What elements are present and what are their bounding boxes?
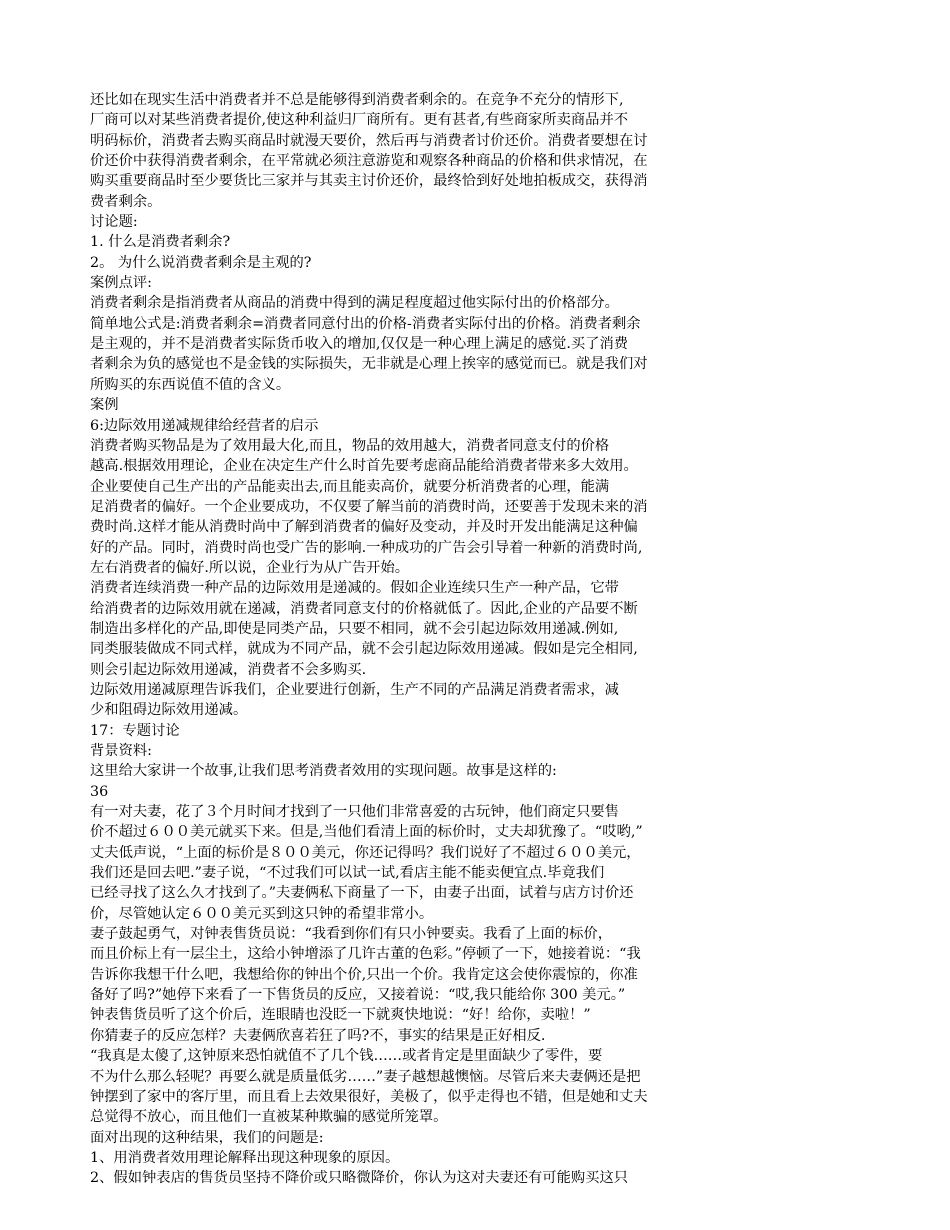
text-line: 是主观的，并不是消费者实际货币收入的增加,仅仅是一种心理上满足的感觉.买了消费 [90, 336, 629, 353]
section-heading: 17：专题讨论 [90, 722, 180, 739]
text-line: 则会引起边际效用递减，消费者不会多购买. [90, 661, 367, 678]
text-line: 企业要使自己生产出的产品能卖出去,而且能卖高价，就要分析消费者的心理，能满 [90, 478, 610, 495]
text-line: 不为什么那么轻呢？再要么就是质量低劣……”妻子越想越懊恼。尽管后来夫妻俩还是把 [90, 1068, 641, 1085]
text-line: 价不超过６００美元就买下来。但是,当他们看清上面的标价时，丈夫却犹豫了。“哎哟,” [90, 824, 643, 841]
text-line: 你猜妻子的反应怎样？夫妻俩欣喜若狂了吗?不，事实的结果是正好相反. [90, 1027, 546, 1044]
text-line: 妻子鼓起勇气，对钟表售货员说：“我看到你们有只小钟要卖。我看了上面的标价， [90, 926, 612, 943]
text-line: 购买重要商品时至少要货比三家并与其卖主讨价还价，最终恰到好处地拍板成交，获得消 [90, 173, 648, 190]
text-line: 明码标价，消费者去购买商品时就漫天要价，然后再与消费者讨价还价。消费者要想在讨 [90, 132, 648, 149]
section-heading: 6:边际效用递减规律给经营者的启示 [90, 417, 319, 434]
question-item: 2。 为什么说消费者剩余是主观的? [90, 254, 312, 271]
text-line: 费者剩余。 [90, 193, 162, 210]
text-line: 厂商可以对某些消费者提价,使这种利益归厂商所有。更有甚者,有些商家所卖商品并不 [90, 112, 629, 129]
question-item: 1、用消费者效用理论解释出现这种现象的原因。 [90, 1149, 400, 1166]
text-line: 告诉你我想干什么吧，我想给你的钟出个价,只出一个价。我肯定这会使你震惊的，你准 [90, 966, 638, 983]
text-line: 好的产品。同时，消费时尚也受广告的影响.一种成功的广告会引导着一种新的消费时尚, [90, 539, 643, 556]
question-item: 1. 什么是消费者剩余? [90, 234, 231, 251]
page-number: 36 [90, 783, 109, 800]
text-line: 消费者剩余是指消费者从商品的消费中得到的满足程度超过他实际付出的价格部分。 [90, 295, 619, 312]
text-line: 所购买的东西说值不值的含义。 [90, 376, 291, 393]
text-line: 钟摆到了家中的客厅里，而且看上去效果很好，美极了，似乎走得也不错，但是她和丈夫 [90, 1088, 648, 1105]
text-line: 消费者连续消费一种产品的边际效用是递减的。假如企业连续只生产一种产品，它带 [90, 580, 619, 597]
document-page [90, 90, 860, 1189]
text-line: 有一对夫妻，花了３个月时间才找到了一只他们非常喜爱的古玩钟，他们商定只要售 [90, 804, 619, 821]
text-line: 备好了吗?”她停下来看了一下售货员的反应，又接着说：“哎,我只能给你 300 美元。” [90, 987, 626, 1004]
text-line: 总觉得不放心，而且他们一直被某种欺骗的感觉所笼罩。 [90, 1109, 448, 1126]
text-line: 价还价中获得消费者剩余，在平常就必须注意游览和观察各种商品的价格和供求情况，在 [90, 153, 648, 170]
section-heading: 讨论题: [90, 214, 138, 231]
text-line: 而且价标上有一层尘土，这给小钟增添了几许古董的色彩。”停顿了一下，她接着说：“我 [90, 946, 641, 963]
text-line: 简单地公式是:消费者剩余=消费者同意付出的价格-消费者实际付出的价格。消费者剩余 [90, 315, 641, 332]
text-line: 费时尚.这样才能从消费时尚中了解到消费者的偏好及变动，并及时开发出能满足这种偏 [90, 519, 638, 536]
text-line: 足消费者的偏好。一个企业要成功，不仅要了解当前的消费时尚，还要善于发现未来的消 [90, 498, 648, 515]
section-heading: 案例 [90, 397, 119, 414]
text-line: 少和阻碍边际效用递减。 [90, 702, 248, 719]
text-line: 边际效用递减原理告诉我们，企业要进行创新，生产不同的产品满足消费者需求，减 [90, 681, 619, 698]
text-line: 者剩余为负的感觉也不是金钱的实际损失，无非就是心理上挨宰的感觉而已。就是我们对 [90, 356, 648, 373]
section-heading: 背景资料: [90, 743, 153, 759]
text-line: 越高.根据效用理论，企业在决定生产什么时首先要考虑商品能给消费者带来多大效用。 [90, 458, 638, 475]
text-line: 消费者购买物品是为了效用最大化,而且，物品的效用越大，消费者同意支付的价格 [90, 437, 610, 454]
text-line: 丈夫低声说，“上面的标价是８００美元，你还记得吗？我们说好了不超过６００美元， [90, 844, 641, 861]
text-line: 面对出现的这种结果，我们的问题是: [90, 1129, 324, 1146]
text-line: 钟表售货员听了这个价后，连眼睛也没眨一下就爽快地说：“好！给你，卖啦！” [90, 1007, 591, 1024]
section-heading: 案例点评: [90, 275, 153, 292]
text-line: 左右消费者的偏好.所以说，企业行为从广告开始。 [90, 559, 410, 576]
text-line: 已经寻找了这么久才找到了。”夫妻俩私下商量了一下，由妻子出面，试着与店方讨价还 [90, 885, 634, 902]
text-line: “我真是太傻了,这钟原来恐怕就值不了几个钱……或者肯定是里面缺少了零件，要 [90, 1048, 603, 1065]
text-line: 还比如在现实生活中消费者并不总是能够得到消费者剩余的。在竞争不充分的情形下, [90, 92, 624, 108]
text-line: 这里给大家讲一个故事,让我们思考消费者效用的实现问题。故事是这样的: [90, 763, 557, 780]
question-item: 2、假如钟表店的售货员坚持不降价或只略微降价，你认为这对夫妻还有可能购买这只 [90, 1170, 629, 1187]
text-line: 我们还是回去吧.”妻子说，“不过我们可以试一试,看店主能不能卖便宜点.毕竟我们 [90, 865, 605, 882]
text-line: 给消费者的边际效用就在递减，消费者同意支付的价格就低了。因此,企业的产品要不断 [90, 600, 638, 617]
text-line: 制造出多样化的产品,即使是同类产品，只要不相同，就不会引起边际效用递减.例如, [90, 620, 619, 637]
text-line: 同类服装做成不同式样，就成为不同产品，就不会引起边际效用递减。假如是完全相同, [90, 641, 638, 658]
text-line: 价，尽管她认定６００美元买到这只钟的希望非常小。 [90, 905, 434, 922]
